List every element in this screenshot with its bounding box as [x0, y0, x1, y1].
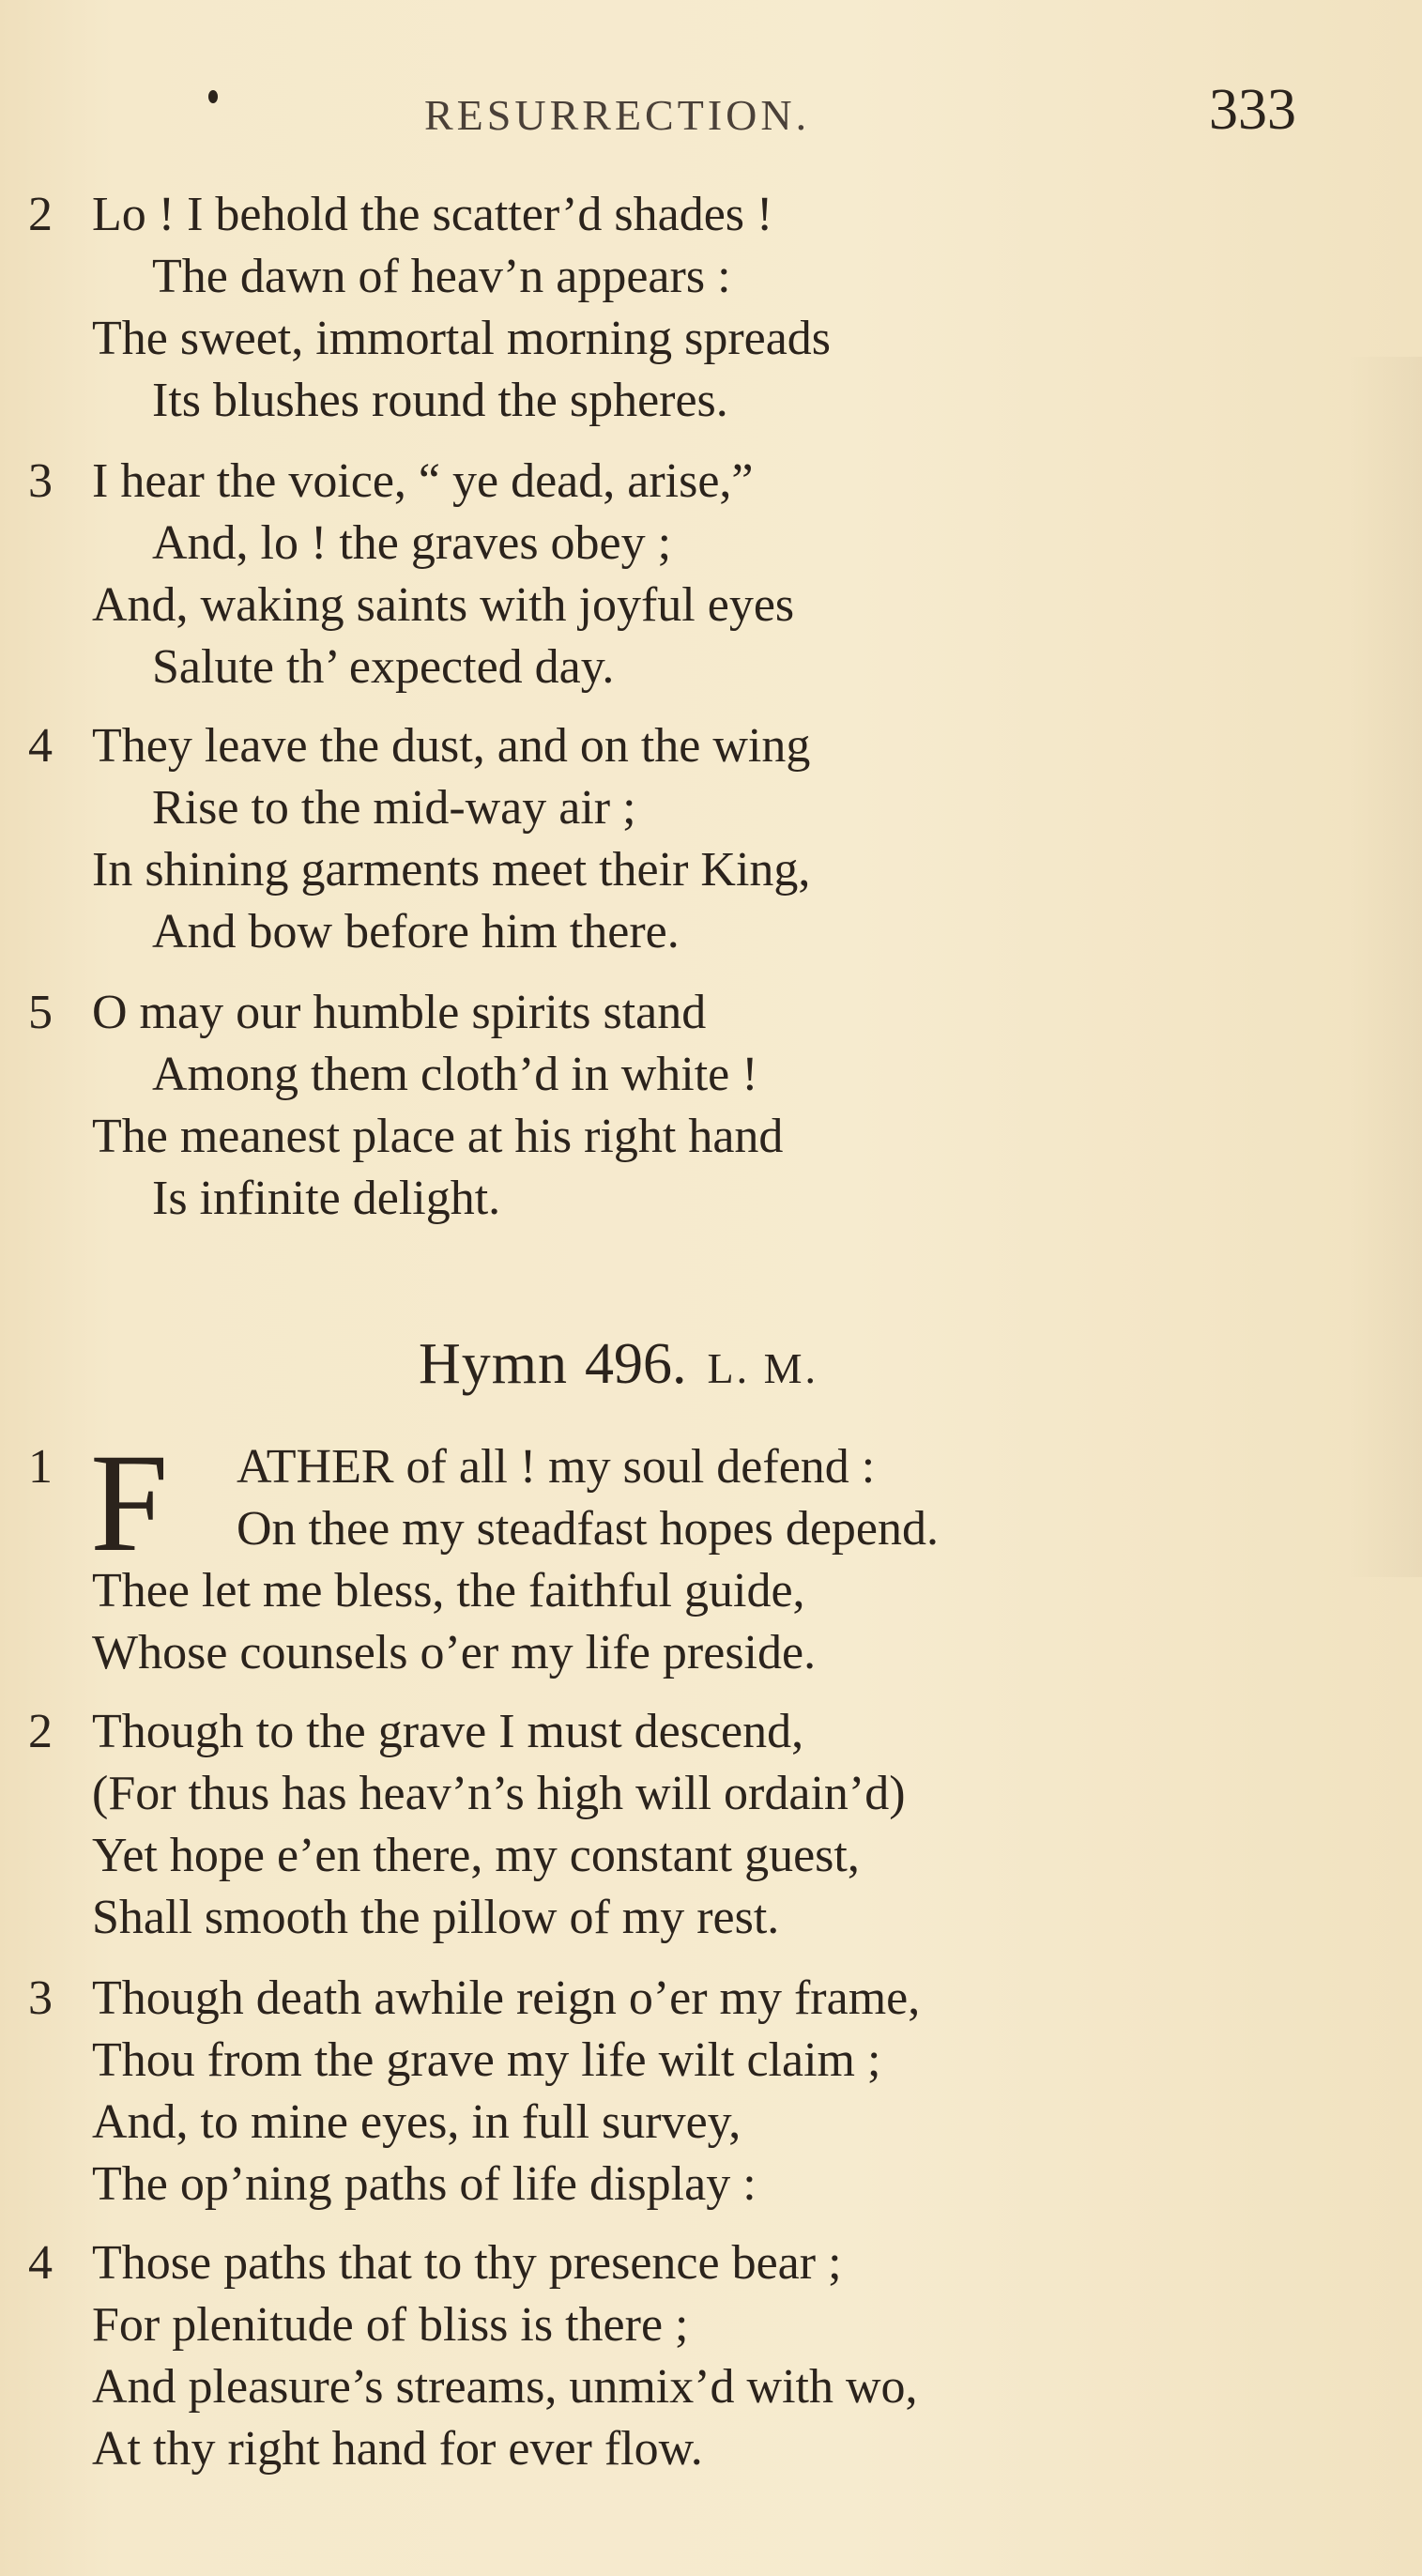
- stanza-number: 1: [28, 1440, 53, 1494]
- show-through-shadow: [1347, 357, 1422, 1577]
- verse-line: ATHER of all ! my soul defend :: [237, 1440, 876, 1494]
- verse-line: Thou from the grave my life wilt claim ;: [92, 2033, 881, 2087]
- verse-line: Lo ! I behold the scatter’d shades !: [92, 188, 773, 241]
- hymn-title-word: Hymn: [419, 1332, 568, 1396]
- verse-line: The sweet, immortal morning spreads: [92, 312, 832, 365]
- verse-line: And, to mine eyes, in full survey,: [92, 2095, 742, 2149]
- hymn-495-stanza-5: [0, 982, 1422, 1230]
- stanza-number: 5: [28, 986, 53, 1039]
- hymn-title: [419, 1331, 818, 1398]
- verse-line: On thee my steadfast hopes depend.: [237, 1502, 940, 1556]
- verse-line: And, lo ! the graves obey ;: [152, 516, 672, 570]
- hymn-496-stanza-3: [0, 1968, 1422, 2216]
- verse-line: And pleasure’s streams, unmix’d with wo,: [92, 2360, 918, 2414]
- verse-line: Whose counsels o’er my life preside.: [92, 1626, 817, 1679]
- verse-line: (For thus has heav’n’s high will ordain’d): [92, 1767, 906, 1820]
- running-title: RESURRECTION.: [424, 91, 811, 139]
- verse-line: Is infinite delight.: [152, 1172, 501, 1225]
- verse-line: Shall smooth the pillow of my rest.: [92, 1891, 780, 1944]
- verse-line: Though to the grave I must descend,: [92, 1705, 804, 1758]
- verse-line: Yet hope e’en there, my constant guest,: [92, 1829, 860, 1882]
- verse-line: Salute th’ expected day.: [152, 640, 615, 694]
- stanza-number: 2: [28, 188, 53, 241]
- hymn-number: 496.: [585, 1332, 687, 1396]
- verse-line: I hear the voice, “ ye dead, arise,”: [92, 454, 754, 508]
- hymn-495-stanza-3: [0, 451, 1422, 698]
- verse-line: Its blushes round the spheres.: [152, 374, 728, 427]
- verse-line: Those paths that to thy presence bear ;: [92, 2236, 842, 2290]
- stanza-number: 4: [28, 719, 53, 773]
- hymn-495-stanza-2: [0, 184, 1422, 432]
- verse-line: The dawn of heav’n appears :: [152, 250, 731, 303]
- stanza-number: 2: [28, 1705, 53, 1758]
- verse-line: The op’ning paths of life display :: [92, 2157, 757, 2211]
- verse-line: And, waking saints with joyful eyes: [92, 578, 795, 632]
- hymn-496-stanza-4: [0, 2232, 1422, 2480]
- hymn-496-stanza-2: [0, 1701, 1422, 1949]
- verse-line: And bow before him there.: [152, 905, 680, 958]
- verse-line: For plenitude of bliss is there ;: [92, 2298, 689, 2352]
- stanza-number: 3: [28, 454, 53, 508]
- verse-line: Though death awhile reign o’er my frame,: [92, 1971, 921, 2025]
- verse-line: The meanest place at his right hand: [92, 1110, 784, 1163]
- ink-dot: [208, 90, 218, 103]
- verse-line: In shining garments meet their King,: [92, 843, 811, 897]
- hymn-meter: L. M.: [707, 1344, 818, 1392]
- verse-line: Among them cloth’d in white !: [152, 1048, 758, 1101]
- verse-line: Thee let me bless, the faithful guide,: [92, 1564, 805, 1618]
- page-number: 333: [1209, 78, 1296, 142]
- stanza-number: 4: [28, 2236, 53, 2290]
- verse-line: They leave the dust, and on the wing: [92, 719, 811, 773]
- stanza-number: 3: [28, 1971, 53, 2025]
- verse-line: At thy right hand for ever flow.: [92, 2422, 703, 2476]
- hymn-496-stanza-1: [0, 1436, 1422, 1684]
- verse-line: O may our humble spirits stand: [92, 986, 707, 1039]
- verse-line: Rise to the mid-way air ;: [152, 781, 636, 835]
- hymn-495-stanza-4: [0, 715, 1422, 963]
- page-header: [0, 77, 1422, 152]
- drop-cap: F: [90, 1425, 169, 1581]
